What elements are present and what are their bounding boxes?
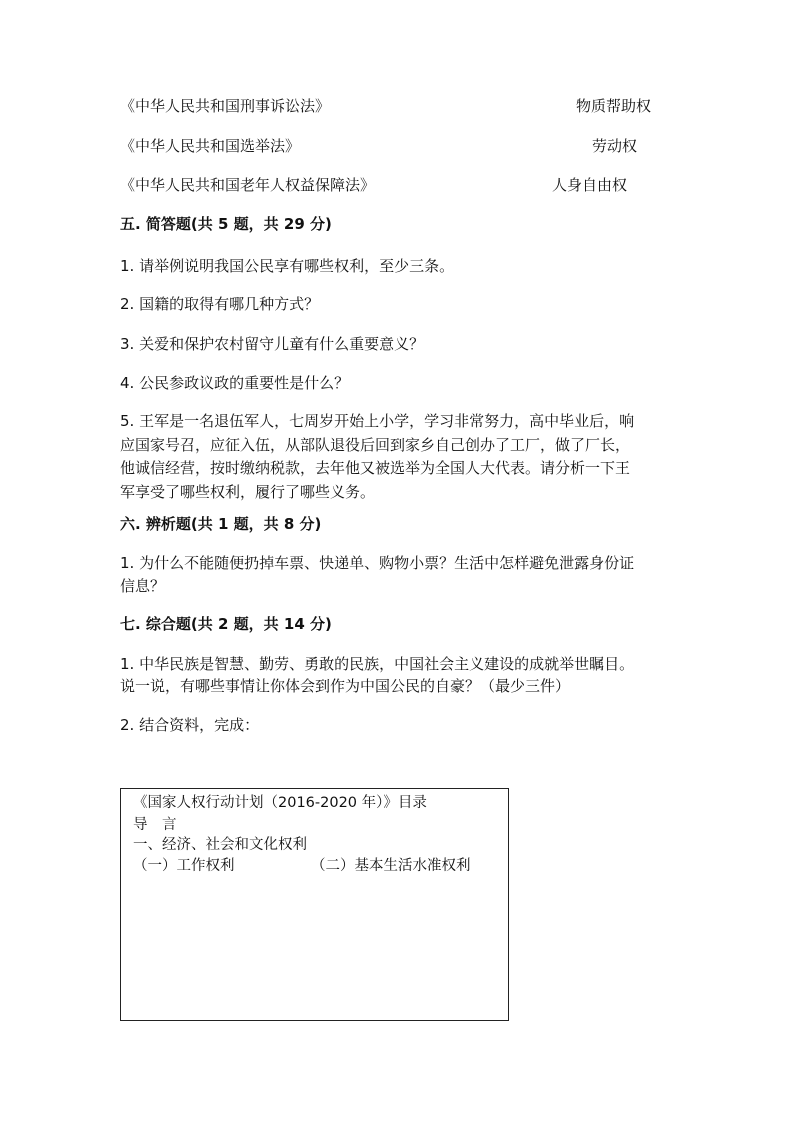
right-personal-freedom: 人身自由权	[552, 176, 628, 194]
right-material-assistance: 物质帮助权	[576, 97, 652, 115]
section6-heading: 六. 辨析题(共 1 题，共 8 分)	[120, 515, 322, 533]
q5-line: 他诚信经营，按时缴纳税款，去年他又被选举为全国人大代表。请分析一下王	[120, 459, 631, 477]
section6-question-1	[120, 552, 670, 598]
s7-q1-line: 1. 中华民族是智慧、勤劳、勇敢的民族，中国社会主义建设的成就举世瞩目。	[120, 655, 635, 673]
section7-heading: 七. 综合题(共 2 题，共 14 分)	[120, 615, 332, 633]
q5-line: 5. 王军是一名退伍军人，七周岁开始上小学，学习非常努力，高中毕业后，响	[120, 412, 635, 430]
s7-q1-line: 说一说，有哪些事情让你体会到作为中国公民的自豪？（最少三件）	[120, 677, 571, 695]
section5-question-4: 4. 公民参政议政的重要性是什么？	[120, 374, 350, 392]
section7-question-1	[120, 653, 680, 697]
material-item1: （一）工作权利	[133, 858, 235, 874]
q5-line: 军享受了哪些权利，履行了哪些义务。	[120, 482, 376, 501]
section5-heading: 五. 简答题(共 5 题，共 29 分)	[120, 215, 332, 233]
section5-question-2: 2. 国籍的取得有哪几种方式？	[120, 295, 320, 313]
material-intro: 导 言	[133, 817, 177, 833]
material-item2: （二）基本生活水准权利	[311, 858, 471, 874]
material-box	[120, 788, 509, 1021]
s6-q1-line: 信息？	[120, 577, 166, 595]
right-labor: 劳动权	[592, 137, 638, 155]
q5-line: 应国家号召，应征入伍，从部队退役后回到家乡自己创办了工厂，做了厂长，	[120, 435, 631, 454]
law-election: 《中华人民共和国选举法》	[120, 137, 301, 155]
material-part1: 一、经济、社会和文化权利	[133, 837, 307, 853]
law-elderly-rights: 《中华人民共和国老年人权益保障法》	[120, 176, 376, 194]
section5-question-3: 3. 关爱和保护农村留守儿童有什么重要意义？	[120, 335, 425, 353]
section7-question-2: 2. 结合资料，完成：	[120, 716, 260, 734]
section5-question-5	[120, 410, 670, 504]
section5-question-1: 1. 请举例说明我国公民享有哪些权利，至少三条。	[120, 257, 455, 275]
law-criminal-procedure: 《中华人民共和国刑事诉讼法》	[120, 97, 331, 115]
s6-q1-line: 1. 为什么不能随便扔掉车票、快递单、购物小票？生活中怎样避免泄露身份证	[120, 554, 635, 572]
material-title: 《国家人权行动计划（2016-2020 年）》目录	[133, 795, 427, 811]
